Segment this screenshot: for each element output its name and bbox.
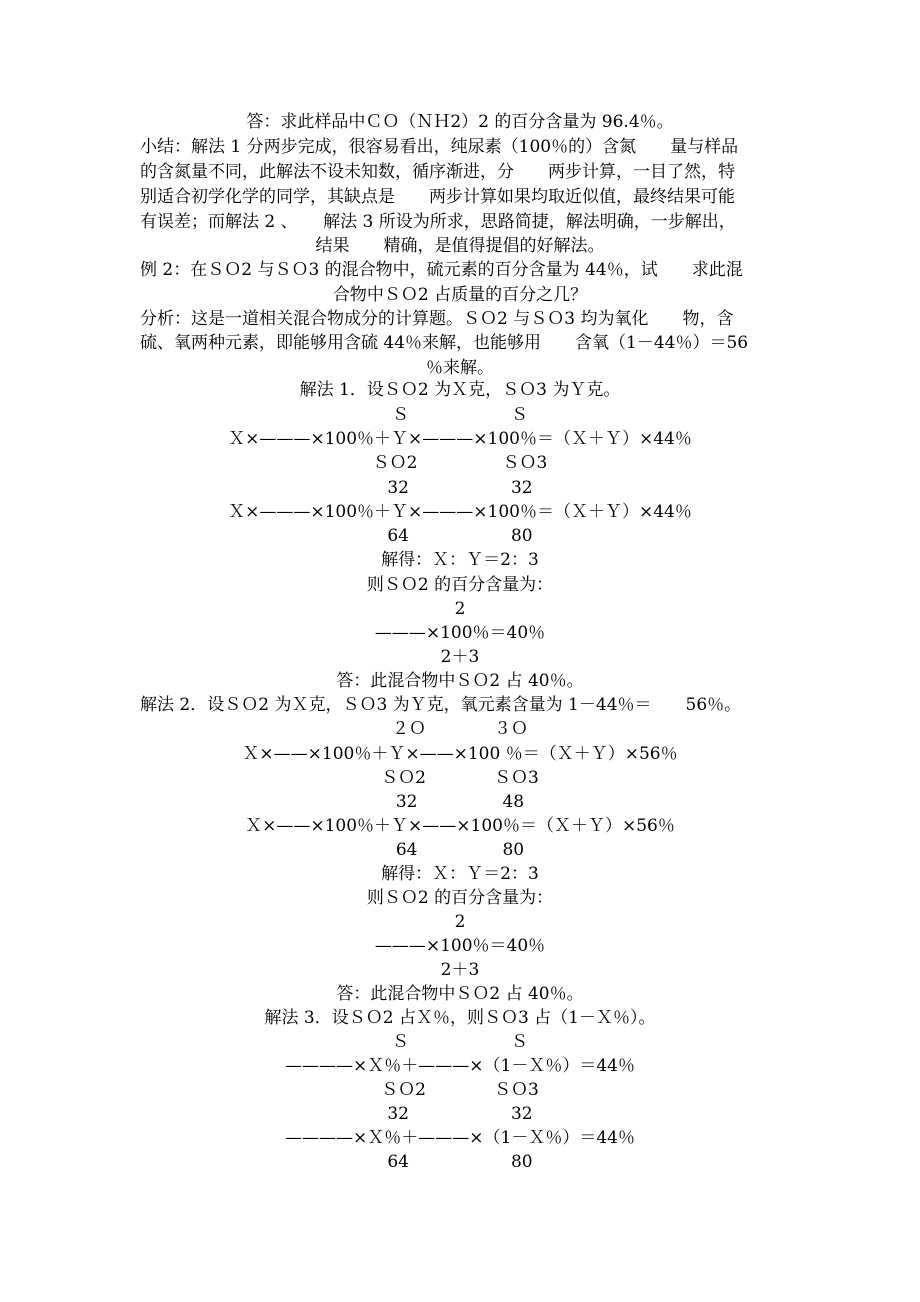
method-1-equation-2: Ｘ×———×100％＋Ｙ×———×100％＝（Ｘ＋Ｙ）×44％ [228,502,692,522]
method-1-equation-1: Ｘ×———×100％＋Ｙ×———×100％＝（Ｘ＋Ｙ）×44％ [228,429,692,449]
example-2-line-1: 例 2：在ＳＯ2 与ＳＯ3 的混合物中，硫元素的百分含量为 44％，试 求此混 [140,260,743,280]
method-2-solution: 解得：Ｘ：Ｙ＝2：3 [381,864,539,884]
method-2-fraction-line: ———×100％＝40％ [374,936,546,956]
method-1-percent-intro: 则ＳＯ2 的百分含量为： [366,575,554,595]
method-1-answer: 答：此混合物中ＳＯ2 占 40％。 [336,671,584,691]
method-1-heading: 解法 1．设ＳＯ2 为Ｘ克，ＳＯ3 为Ｙ克。 [299,380,621,400]
method-3-numbers-bottom: 64 80 [387,1152,533,1172]
analysis-line-3: ％来解。 [426,358,494,378]
method-3-equation-2: ————×Ｘ％＋———×（1－Ｘ％）＝44％ [285,1128,635,1148]
method-2-denominators: ＳＯ2 ＳＯ3 [381,768,539,788]
method-3-denominators: ＳＯ2 ＳＯ3 [381,1080,539,1100]
method-2-numbers-bottom: 64 80 [395,840,525,860]
summary-line-1: 小结：解法 1 分两步完成，很容易看出，纯尿素（100％的）含氮 量与样品 [140,137,739,157]
method-2-fraction-bottom: 2＋3 [440,960,480,980]
method-1-solution: 解得：Ｘ：Ｙ＝2：3 [381,550,539,570]
method-3-heading: 解法 3．设ＳＯ2 占Ｘ％，则ＳＯ3 占（1－Ｘ％）。 [264,1008,656,1028]
method-2-equation-2: Ｘ×——×100％＋Ｙ×——×100％＝（Ｘ＋Ｙ）×56％ [245,816,675,836]
method-2-answer: 答：此混合物中ＳＯ2 占 40％。 [336,984,584,1004]
method-2-numerators: ２Ｏ ３Ｏ [392,719,528,739]
method-3-equation-1: ————×Ｘ％＋———×（1－Ｘ％）＝44％ [285,1056,635,1076]
summary-line-3: 别适合初学化学的同学，其缺点是 两步计算如果均取近似值，最终结果可能 [140,187,735,207]
analysis-line-2: 硫、氧两种元素，即能够用含硫 44％来解，也能够用 含氧（1－44％）＝56 [140,333,749,353]
analysis-line-1: 分析：这是一道相关混合物成分的计算题。ＳＯ2 与ＳＯ3 均为氧化 物，含 [140,309,734,329]
answer-line-urea: 答：求此样品中ＣＯ（ＮＨ2）2 的百分含量为 96.4％。 [246,112,674,132]
method-1-numbers-top: 32 32 [387,478,533,498]
summary-line-5: 结果 精确，是值得提倡的好解法。 [315,236,605,256]
method-2-heading: 解法 2．设ＳＯ2 为Ｘ克，ＳＯ3 为Ｙ克，氧元素含量为 1－44％＝ 56％。 [140,695,742,715]
method-3-numerators: Ｓ Ｓ [392,1032,528,1052]
summary-line-2: 的含氮量不同，此解法不设未知数，循序渐进，分 两步计算，一目了然，特 [140,162,735,182]
method-1-numerators: Ｓ Ｓ [392,405,528,425]
method-1-fraction-top: 2 [454,599,466,619]
method-1-fraction-line: ———×100％＝40％ [374,623,546,643]
method-2-fraction-top: 2 [454,912,466,932]
method-1-denominators: ＳＯ2 ＳＯ3 [372,453,548,473]
method-1-numbers-bottom: 64 80 [387,526,533,546]
example-2-line-2: 合物中ＳＯ2 占质量的百分之几？ [332,285,588,305]
method-3-numbers-top: 32 32 [387,1104,533,1124]
method-2-percent-intro: 则ＳＯ2 的百分含量为： [366,888,554,908]
method-2-equation-1: Ｘ×——×100％＋Ｙ×——×100 ％＝（Ｘ＋Ｙ）×56％ [242,744,678,764]
method-1-fraction-bottom: 2＋3 [440,647,480,667]
method-2-numbers-top: 32 48 [395,792,525,812]
summary-line-4: 有误差；而解法 2 、 解法 3 所设为所求，思路简捷，解法明确，一步解出， [140,212,736,232]
